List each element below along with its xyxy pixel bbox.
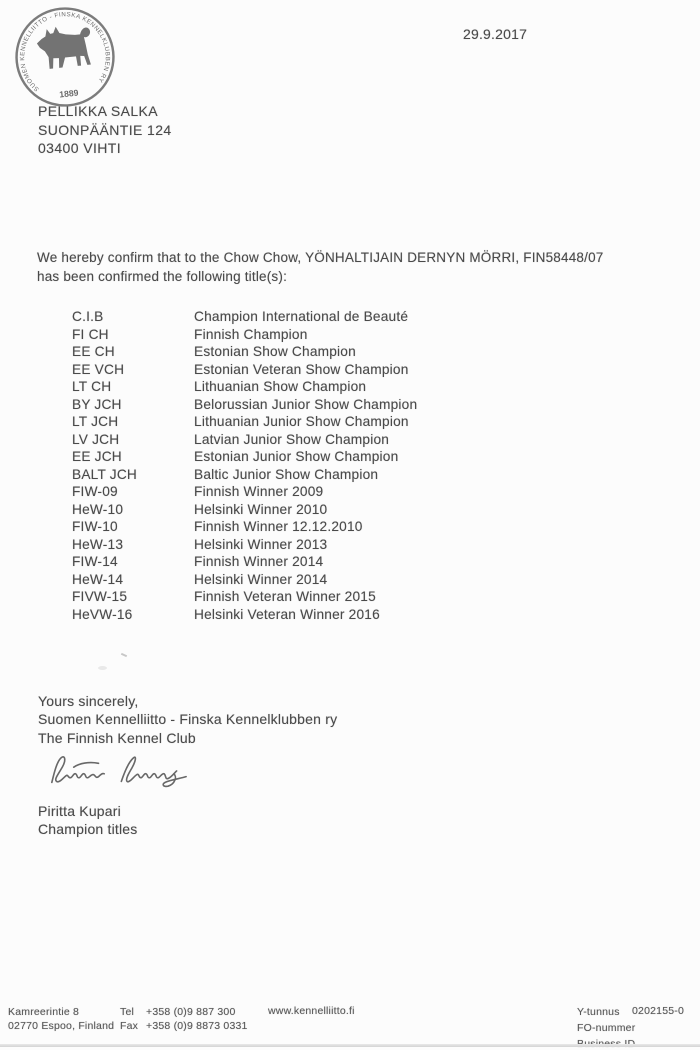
footer-tel-number: +358 (0)9 887 300 <box>146 1006 236 1018</box>
title-row <box>72 396 417 414</box>
title-name: Helsinki Winner 2013 <box>194 536 328 552</box>
closing-org-en: The Finnish Kennel Club <box>38 729 196 746</box>
title-code: EE JCH <box>72 449 122 464</box>
title-code: HeW-13 <box>72 536 124 552</box>
title-code: HeW-10 <box>72 501 124 517</box>
title-code: LV JCH <box>72 431 120 447</box>
footer-street: Kamreerintie 8 <box>8 1006 80 1018</box>
title-row <box>72 501 417 519</box>
footer-tel-label: Tel <box>120 1006 135 1018</box>
title-name: Estonian Veteran Show Champion <box>194 361 409 377</box>
closing-org-fi: Suomen Kennelliitto - Finska Kennelklubben ry <box>38 711 338 728</box>
title-code: BALT JCH <box>72 466 137 482</box>
title-row <box>72 326 417 344</box>
title-name: Lithuanian Junior Show Champion <box>194 414 409 429</box>
footer-tel-line <box>120 1005 248 1019</box>
title-row <box>72 378 417 396</box>
title-name: Finnish Winner 2014 <box>194 554 324 569</box>
scan-artifact <box>98 666 107 670</box>
signer-name: Piritta Kupari <box>38 803 121 819</box>
closing-block <box>38 692 337 747</box>
title-row <box>72 343 417 361</box>
title-code: FIVW-15 <box>72 589 128 604</box>
recipient-address <box>38 102 172 158</box>
title-code: EE CH <box>72 344 115 359</box>
title-code: BY JCH <box>72 396 122 412</box>
title-row <box>72 431 417 449</box>
footer-fax-line <box>120 1019 248 1033</box>
closing-salutation: Yours sincerely, <box>38 693 139 709</box>
stamp-year: 1889 <box>58 87 79 100</box>
stamp-svg <box>9 1 121 113</box>
title-row <box>72 536 417 554</box>
title-code: HeW-14 <box>72 571 124 587</box>
spitz-dog-icon <box>35 23 93 70</box>
title-code: FIW-09 <box>72 484 118 499</box>
title-code: C.I.B <box>72 309 104 324</box>
signer-role: Champion titles <box>38 821 138 838</box>
title-code: HeVW-16 <box>72 606 133 622</box>
title-name: Finnish Winner 2009 <box>194 484 324 499</box>
title-name: Baltic Junior Show Champion <box>194 466 379 482</box>
title-row <box>72 448 417 466</box>
footer-business-id-value: 0202155-0 <box>632 1005 685 1017</box>
title-row <box>72 553 417 571</box>
title-row <box>72 413 417 431</box>
title-name: Belorussian Junior Show Champion <box>194 396 418 412</box>
recipient-city: 03400 VIHTI <box>38 140 121 157</box>
title-row <box>72 483 417 501</box>
confirmation-line-2: has been confirmed the following title(s): <box>37 268 288 284</box>
signature-handwriting-icon <box>46 750 191 790</box>
scan-artifact <box>121 653 127 657</box>
title-name: Estonian Junior Show Champion <box>194 449 399 464</box>
footer-id-label-sv: FO-nummer <box>577 1021 636 1034</box>
footer-website: www.kennelliitto.fi <box>268 1005 355 1017</box>
recipient-street: SUONPÄÄNTIE 124 <box>38 121 172 138</box>
title-row <box>72 466 417 484</box>
title-row <box>72 308 417 326</box>
signer-block <box>38 802 138 839</box>
title-row <box>72 518 417 536</box>
title-name: Finnish Champion <box>194 326 308 342</box>
title-code: FI CH <box>72 326 109 342</box>
title-row <box>72 361 417 379</box>
title-row <box>72 588 417 606</box>
title-code: LT JCH <box>72 414 119 429</box>
title-name: Finnish Veteran Winner 2015 <box>194 589 376 604</box>
title-row <box>72 571 417 589</box>
letter-date: 29.9.2017 <box>463 26 528 42</box>
confirmation-line-1: We hereby confirm that to the Chow Chow, YÖNHALTIJAIN DERNYN MÖRRI, FIN58448/07 <box>37 250 604 265</box>
title-code: FIW-14 <box>72 554 118 569</box>
footer-id-label-fi: Y-tunnus <box>577 1006 620 1018</box>
title-name: Helsinki Winner 2014 <box>194 571 328 587</box>
title-name: Latvian Junior Show Champion <box>194 431 390 447</box>
footer-fax-label: Fax <box>120 1020 139 1032</box>
handwritten-signature <box>46 750 191 790</box>
footer-city: 02770 Espoo, Finland <box>8 1020 115 1032</box>
title-name: Helsinki Winner 2010 <box>194 501 328 517</box>
title-name: Helsinki Veteran Winner 2016 <box>194 606 380 622</box>
footer-phone-block <box>120 1005 248 1033</box>
title-name: Estonian Show Champion <box>194 344 356 359</box>
titles-list <box>72 308 417 623</box>
confirmation-paragraph <box>37 249 604 286</box>
title-code: LT CH <box>72 379 112 394</box>
scan-edge-band <box>0 1044 700 1047</box>
stamp-ring-text: SUOMEN KENNELLIITTO - FINSKA KENNELKLUBBEN RY <box>19 11 111 93</box>
kennel-club-stamp-logo <box>9 1 121 113</box>
footer-fax-number: +358 (0)9 8873 0331 <box>146 1020 248 1032</box>
title-name: Champion International de Beauté <box>194 309 409 324</box>
title-code: FIW-10 <box>72 519 118 534</box>
title-name: Lithuanian Show Champion <box>194 379 367 394</box>
title-name: Finnish Winner 12.12.2010 <box>194 519 363 534</box>
recipient-name: PELLIKKA SALKA <box>38 103 159 119</box>
footer-address <box>8 1005 114 1033</box>
title-code: EE VCH <box>72 361 125 377</box>
title-row <box>72 606 417 624</box>
